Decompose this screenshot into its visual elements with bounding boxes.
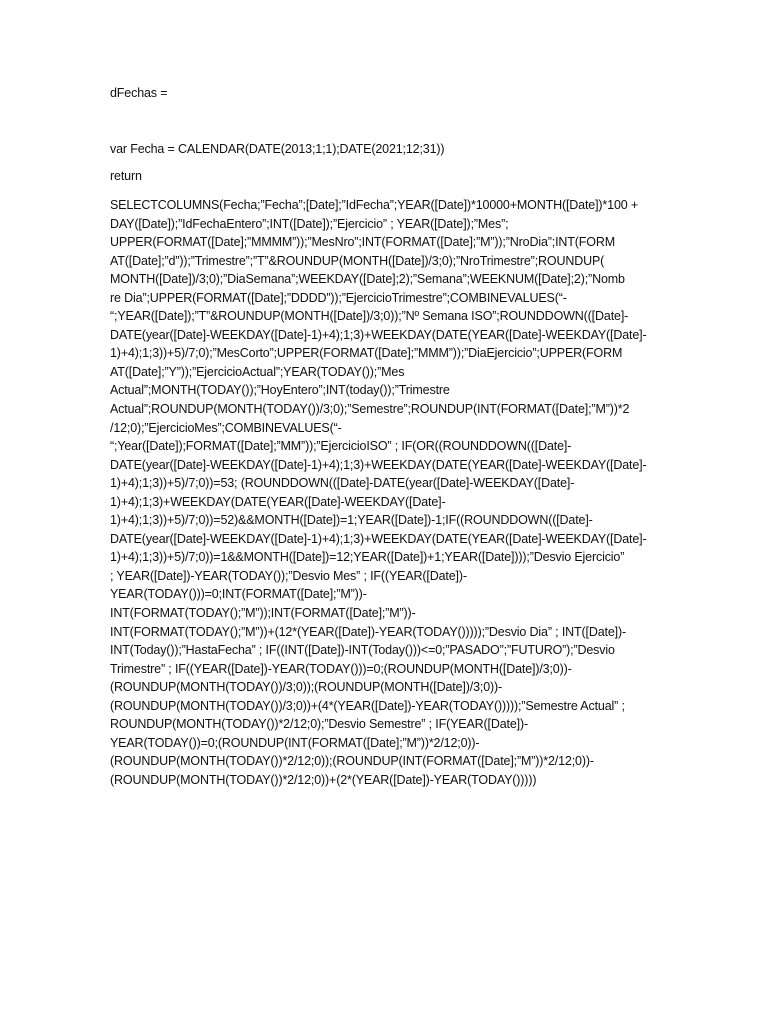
formula-line: 1)+4);1;3))+5)/7;0);”MesCorto”;UPPER(FORMAT([Date];”MMM”));”DiaEjercicio”;UPPER(FORM xyxy=(110,346,623,361)
document-heading: dFechas = xyxy=(110,86,168,100)
formula-line: SELECTCOLUMNS(Fecha;”Fecha”;[Date];”IdFecha”;YEAR([Date])*10000+MONTH([Date])*100 + xyxy=(110,198,639,212)
formula-line: AT([Date];”d”));”Trimestre”;”T”&ROUNDUP(MONTH([Date])/3;0);”NroTrimestre”;ROUNDUP( xyxy=(110,253,605,268)
formula-line: ; YEAR([Date])-YEAR(TODAY());”Desvio Mes” ; IF((YEAR([Date])- xyxy=(110,568,467,583)
variable-declaration: var Fecha = CALENDAR(DATE(2013;1;1);DATE(2021;12;31)) xyxy=(110,142,445,156)
formula-line: INT(FORMAT(TODAY();”M”));INT(FORMAT([Date];”M”))- xyxy=(110,606,416,621)
formula-line: DAY([Date]);”IdFechaEntero”;INT([Date]);”Ejercicio” ; YEAR([Date]);”Mes”; xyxy=(110,216,509,231)
formula-line: Actual”;MONTH(TODAY());”HoyEntero”;INT(today());”Trimestre xyxy=(110,383,450,398)
formula-line: (ROUNDUP(MONTH(TODAY())*2/12;0));(ROUNDUP(INT(FORMAT([Date];”M”))*2/12;0))- xyxy=(110,754,594,769)
formula-line: Actual”;ROUNDUP(MONTH(TODAY())/3;0);”Semestre”;ROUNDUP(INT(FORMAT([Date];”M”))*2 xyxy=(110,402,630,417)
formula-line: YEAR(TODAY())=0;(ROUNDUP(INT(FORMAT([Date];”M”))*2/12;0))- xyxy=(110,735,480,750)
formula-line: “;YEAR([Date]);”T”&ROUNDUP(MONTH([Date])/3;0));”Nº Semana ISO”;ROUNDDOWN(([Date]- xyxy=(110,309,629,324)
formula-line: (ROUNDUP(MONTH(TODAY())*2/12;0))+(2*(YEAR([Date])-YEAR(TODAY())))) xyxy=(110,772,537,787)
formula-line: YEAR(TODAY()))=0;INT(FORMAT([Date];”M”))- xyxy=(110,587,367,602)
formula-line: AT([Date];”Y”));”EjercicioActual”;YEAR(TODAY());”Mes xyxy=(110,364,405,379)
return-keyword: return xyxy=(110,169,142,183)
formula-line: 1)+4);1;3)+WEEKDAY(DATE(YEAR([Date]-WEEKDAY([Date]- xyxy=(110,494,446,509)
formula-body xyxy=(110,196,660,790)
formula-line: (ROUNDUP(MONTH(TODAY())/3;0));(ROUNDUP(MONTH([Date])/3;0))- xyxy=(110,680,503,695)
formula-line: DATE(year([Date]-WEEKDAY([Date]-1)+4);1;3)+WEEKDAY(DATE(YEAR([Date]-WEEKDAY([Date]- xyxy=(110,327,647,342)
formula-line: UPPER(FORMAT([Date];”MMMM”));”MesNro”;INT(FORMAT([Date];”M”));”NroDia”;INT(FORM xyxy=(110,235,615,250)
formula-line: DATE(year([Date]-WEEKDAY([Date]-1)+4);1;3)+WEEKDAY(DATE(YEAR([Date]-WEEKDAY([Date]- xyxy=(110,531,647,546)
formula-line: 1)+4);1;3))+5)/7;0))=1&&MONTH([Date])=12;YEAR([Date])+1;YEAR([Date])));”Desvio Ejercicio” xyxy=(110,550,625,565)
formula-line: INT(FORMAT(TODAY();”M”))+(12*(YEAR([Date])-YEAR(TODAY()))));”Desvio Dia” ; INT([Date])- xyxy=(110,624,627,639)
formula-line: INT(Today());”HastaFecha” ; IF((INT([Date])-INT(Today()))<=0;”PASADO”;”FUTURO”);”Desvio xyxy=(110,643,615,658)
formula-line: MONTH([Date])/3;0);”DiaSemana”;WEEKDAY([Date];2);”Semana”;WEEKNUM([Date];2);”Nomb xyxy=(110,272,625,287)
formula-line: 1)+4);1;3))+5)/7;0))=53; (ROUNDDOWN(([Date]-DATE(year([Date]-WEEKDAY([Date]- xyxy=(110,476,575,491)
formula-line: Trimestre” ; IF((YEAR([Date])-YEAR(TODAY()))=0;(ROUNDUP(MONTH([Date])/3;0))- xyxy=(110,661,572,676)
formula-line: ROUNDUP(MONTH(TODAY())*2/12;0);”Desvio Semestre” ; IF(YEAR([Date])- xyxy=(110,717,529,732)
formula-line: 1)+4);1;3))+5)/7;0))=52)&&MONTH([Date])=1;YEAR([Date])-1;IF((ROUNDDOWN(([Date]- xyxy=(110,513,593,528)
formula-line: re Dia”;UPPER(FORMAT([Date];”DDDD”));”EjercicioTrimestre”;COMBINEVALUES(“- xyxy=(110,290,567,305)
formula-line: (ROUNDUP(MONTH(TODAY())/3;0))+(4*(YEAR([Date])-YEAR(TODAY()))));”Semestre Actual” ; xyxy=(110,698,625,713)
formula-line: “;Year([Date]);FORMAT([Date];”MM”));”EjercicioISO” ; IF(OR((ROUNDDOWN(([Date]- xyxy=(110,439,572,454)
formula-line: DATE(year([Date]-WEEKDAY([Date]-1)+4);1;3)+WEEKDAY(DATE(YEAR([Date]-WEEKDAY([Date]- xyxy=(110,457,647,472)
formula-line: /12;0);”EjercicioMes”;COMBINEVALUES(“- xyxy=(110,420,342,435)
